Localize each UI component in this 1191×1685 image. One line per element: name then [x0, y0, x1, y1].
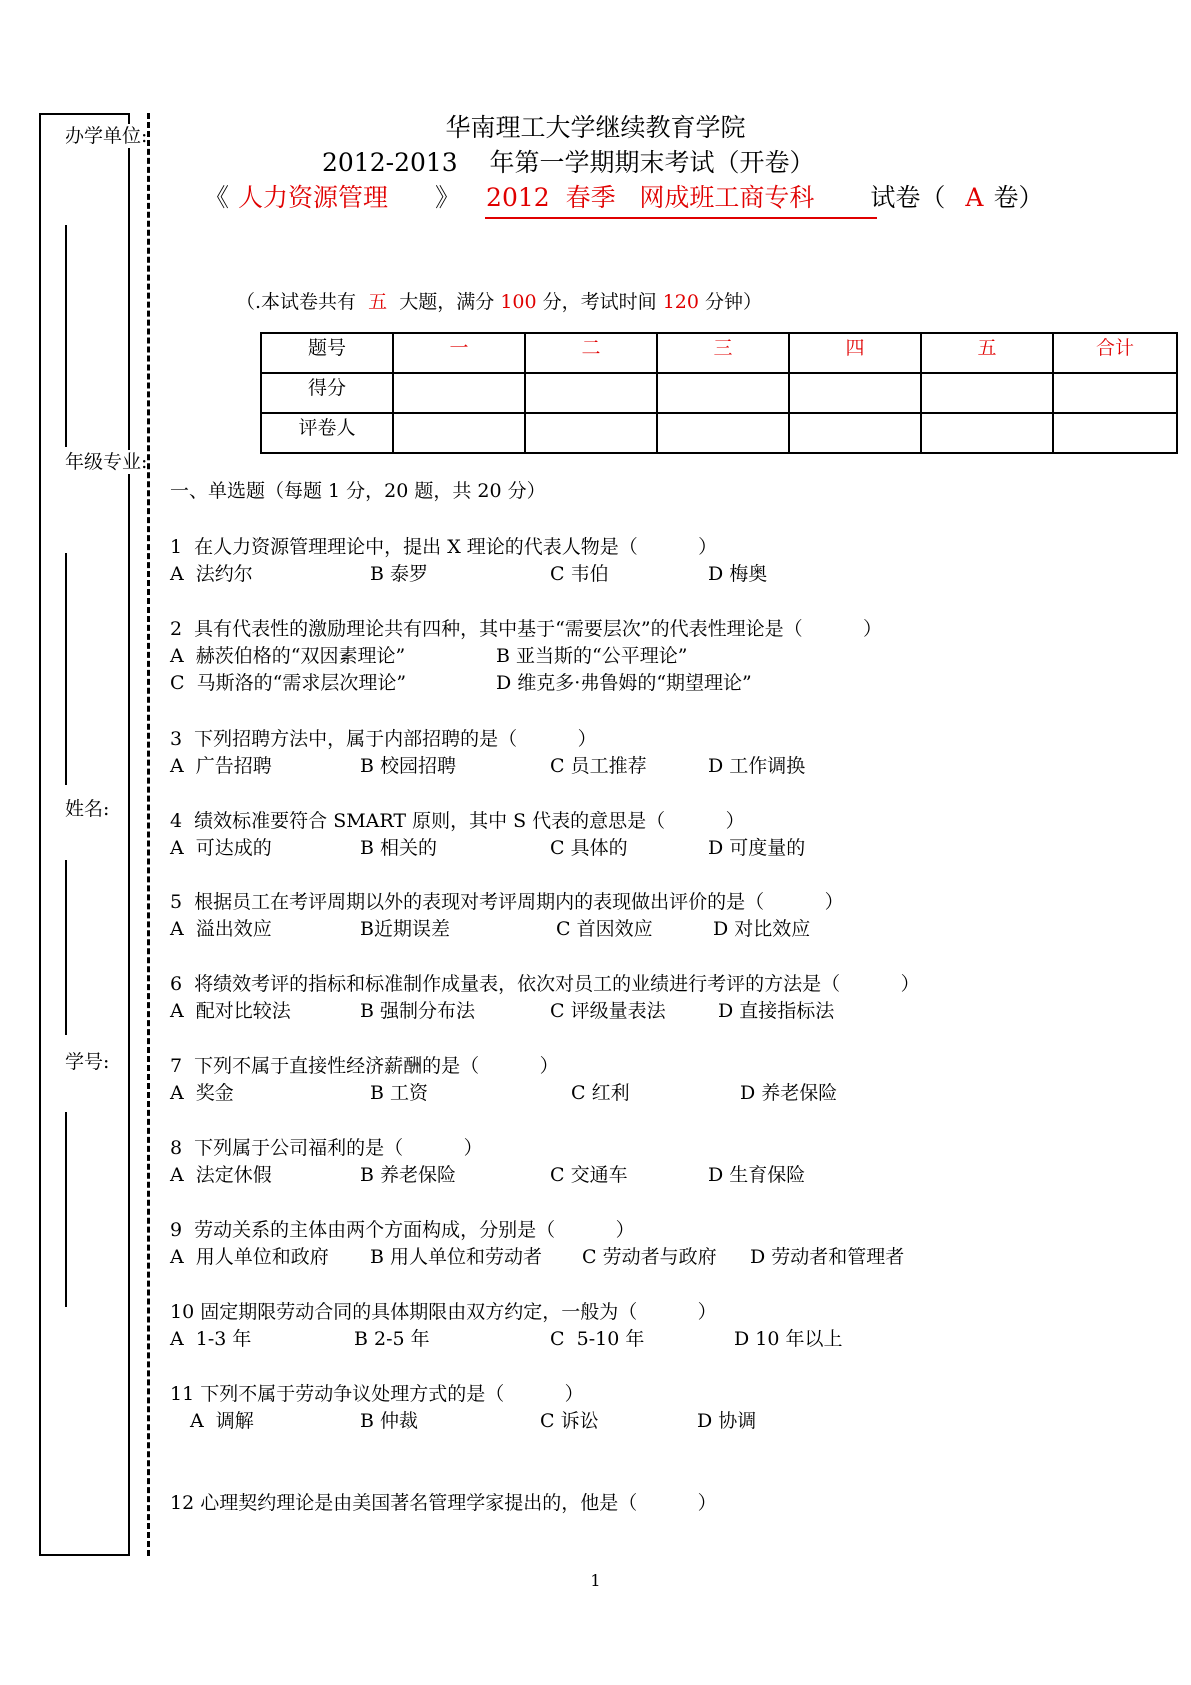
header-cell-4: 四	[789, 333, 921, 373]
student-id-label: 学号:	[65, 1051, 110, 1073]
class-name: 2012 春季 网成班工商专科	[486, 183, 815, 212]
exam-info-prefix: （.本试卷共有	[236, 291, 357, 313]
question-9-option-b: B 用人单位和劳动者	[370, 1246, 543, 1268]
grader-cell[interactable]	[657, 413, 789, 453]
question-9-option-c: C 劳动者与政府	[582, 1246, 717, 1268]
question-2-option-b: B 亚当斯的“公平理论”	[496, 645, 688, 667]
question-3-option-d: D 工作调换	[708, 755, 806, 777]
question-7-option-c: C 红利	[571, 1082, 630, 1104]
question-1-option-c: C 韦伯	[550, 563, 609, 585]
question-3-option-c: C 员工推荐	[550, 755, 647, 777]
question-6-option-d: D 直接指标法	[718, 1000, 835, 1022]
question-2-option-c: C 马斯洛的“需求层次理论”	[170, 672, 407, 694]
school-title: 华南理工大学继续教育学院	[445, 113, 746, 142]
binding-line-4	[65, 1112, 67, 1307]
score-table-header-row	[261, 333, 1177, 373]
grader-cell[interactable]	[525, 413, 657, 453]
question-12-stem: 12 心理契约理论是由美国著名管理学家提出的，他是（ ）	[170, 1492, 717, 1514]
question-4-option-b: B 相关的	[360, 837, 438, 859]
header-cell-3: 三	[657, 333, 789, 373]
question-7-option-b: B 工资	[370, 1082, 429, 1104]
question-1-option-a: A 法约尔	[170, 563, 253, 585]
grader-cell[interactable]	[789, 413, 921, 453]
header-cell-1: 一	[393, 333, 525, 373]
question-10-stem: 10 固定期限劳动合同的具体期限由双方约定，一般为（ ）	[170, 1301, 717, 1323]
grader-cell[interactable]	[393, 413, 525, 453]
question-11-option-b: B 仲裁	[360, 1410, 419, 1432]
binding-margin-box	[39, 113, 130, 1556]
score-row-label: 得分	[261, 373, 393, 413]
exam-info-mid2: 分，考试时间	[542, 291, 657, 313]
grader-cell[interactable]	[921, 413, 1053, 453]
course-close: 》	[435, 183, 461, 212]
score-row	[261, 373, 1177, 413]
exam-info-suffix: 分钟）	[705, 291, 763, 313]
exam-title: 2012-2013 年第一学期期末考试（开卷）	[322, 148, 815, 177]
class-underline	[485, 217, 877, 219]
question-4-option-c: C 具体的	[550, 837, 628, 859]
question-4-option-a: A 可达成的	[170, 837, 272, 859]
question-1-stem: 1 在人力资源管理理论中，提出 X 理论的代表人物是（ ）	[170, 536, 718, 558]
question-9-option-a: A 用人单位和政府	[170, 1246, 329, 1268]
header-cell-2: 二	[525, 333, 657, 373]
exam-info-minutes: 120	[662, 291, 699, 313]
question-2-stem: 2 具有代表性的激励理论共有四种，其中基于“需要层次”的代表性理论是（ ）	[170, 618, 882, 640]
question-8-option-c: C 交通车	[550, 1164, 628, 1186]
question-11-option-d: D 协调	[697, 1410, 757, 1432]
question-1-option-d: D 梅奥	[708, 563, 768, 585]
question-6-option-c: C 评级量表法	[550, 1000, 666, 1022]
question-8-option-d: D 生育保险	[708, 1164, 806, 1186]
grader-cell[interactable]	[1053, 413, 1177, 453]
exam-info-score: 100	[500, 291, 537, 313]
page-number: 1	[590, 1571, 601, 1590]
header-cell-number: 题号	[261, 333, 393, 373]
section-title: 一、单选题（每题 1 分，20 题，共 20 分）	[170, 480, 546, 502]
question-6-stem: 6 将绩效考评的指标和标准制作成量表，依次对员工的业绩进行考评的方法是（ ）	[170, 973, 920, 995]
question-9-stem: 9 劳动关系的主体由两个方面构成，分别是（ ）	[170, 1219, 635, 1241]
binding-line-3	[65, 860, 67, 1035]
header-cell-5: 五	[921, 333, 1053, 373]
question-10-option-c: C 5-10 年	[550, 1328, 645, 1350]
question-6-option-b: B 强制分布法	[360, 1000, 476, 1022]
score-cell[interactable]	[393, 373, 525, 413]
question-11-option-c: C 诉讼	[540, 1410, 599, 1432]
question-5-option-d: D 对比效应	[713, 918, 811, 940]
question-8-option-a: A 法定休假	[170, 1164, 272, 1186]
paper-label: 试卷（	[870, 183, 946, 212]
question-10-option-a: A 1-3 年	[170, 1328, 252, 1350]
question-2-option-a: A 赫茨伯格的“双因素理论”	[170, 645, 406, 667]
exam-info	[236, 290, 762, 314]
question-11-option-a: A 调解	[190, 1410, 254, 1432]
question-3-option-b: B 校园招聘	[360, 755, 457, 777]
question-10-option-d: D 10 年以上	[734, 1328, 843, 1350]
header-cell-total: 合计	[1053, 333, 1177, 373]
question-10-option-b: B 2-5 年	[354, 1328, 430, 1350]
unit-label: 办学单位:	[65, 125, 148, 147]
question-5-option-a: A 溢出效应	[170, 918, 272, 940]
question-8-option-b: B 养老保险	[360, 1164, 457, 1186]
exam-info-mid1: 大题，满分	[399, 291, 495, 313]
question-5-option-b: B近期误差	[360, 918, 450, 940]
course-line	[204, 182, 1044, 214]
score-cell[interactable]	[657, 373, 789, 413]
name-label: 姓名:	[65, 798, 110, 820]
question-4-option-d: D 可度量的	[708, 837, 806, 859]
question-3-option-a: A 广告招聘	[170, 755, 272, 777]
binding-line-2	[65, 553, 67, 785]
question-7-option-d: D 养老保险	[740, 1082, 838, 1104]
score-cell[interactable]	[525, 373, 657, 413]
course-open: 《	[204, 183, 230, 212]
question-5-stem: 5 根据员工在考评周期以外的表现对考评周期内的表现做出评价的是（ ）	[170, 891, 844, 913]
binding-line-1	[65, 225, 67, 447]
question-9-option-d: D 劳动者和管理者	[750, 1246, 905, 1268]
question-5-option-c: C 首因效应	[556, 918, 653, 940]
question-2-option-d: D 维克多·弗鲁姆的“期望理论”	[496, 672, 752, 694]
grade-major-label: 年级专业:	[65, 451, 148, 473]
course-name: 人力资源管理	[238, 183, 389, 212]
question-6-option-a: A 配对比较法	[170, 1000, 291, 1022]
grader-row-label: 评卷人	[261, 413, 393, 453]
question-7-stem: 7 下列不属于直接性经济薪酬的是（ ）	[170, 1055, 559, 1077]
question-1-option-b: B 泰罗	[370, 563, 429, 585]
question-11-stem: 11 下列不属于劳动争议处理方式的是（ ）	[170, 1383, 584, 1405]
binding-dashed-line	[147, 113, 150, 1556]
exam-info-sections: 五	[368, 291, 388, 313]
paper-type: A	[965, 183, 984, 212]
question-3-stem: 3 下列招聘方法中，属于内部招聘的是（ ）	[170, 728, 597, 750]
score-cell[interactable]	[921, 373, 1053, 413]
question-4-stem: 4 绩效标准要符合 SMART 原则，其中 S 代表的意思是（ ）	[170, 810, 745, 832]
grader-row	[261, 413, 1177, 453]
question-7-option-a: A 奖金	[170, 1082, 234, 1104]
score-table	[260, 332, 1178, 454]
score-cell[interactable]	[789, 373, 921, 413]
question-8-stem: 8 下列属于公司福利的是（ ）	[170, 1137, 483, 1159]
score-cell[interactable]	[1053, 373, 1177, 413]
paper-end: 卷）	[993, 183, 1044, 212]
